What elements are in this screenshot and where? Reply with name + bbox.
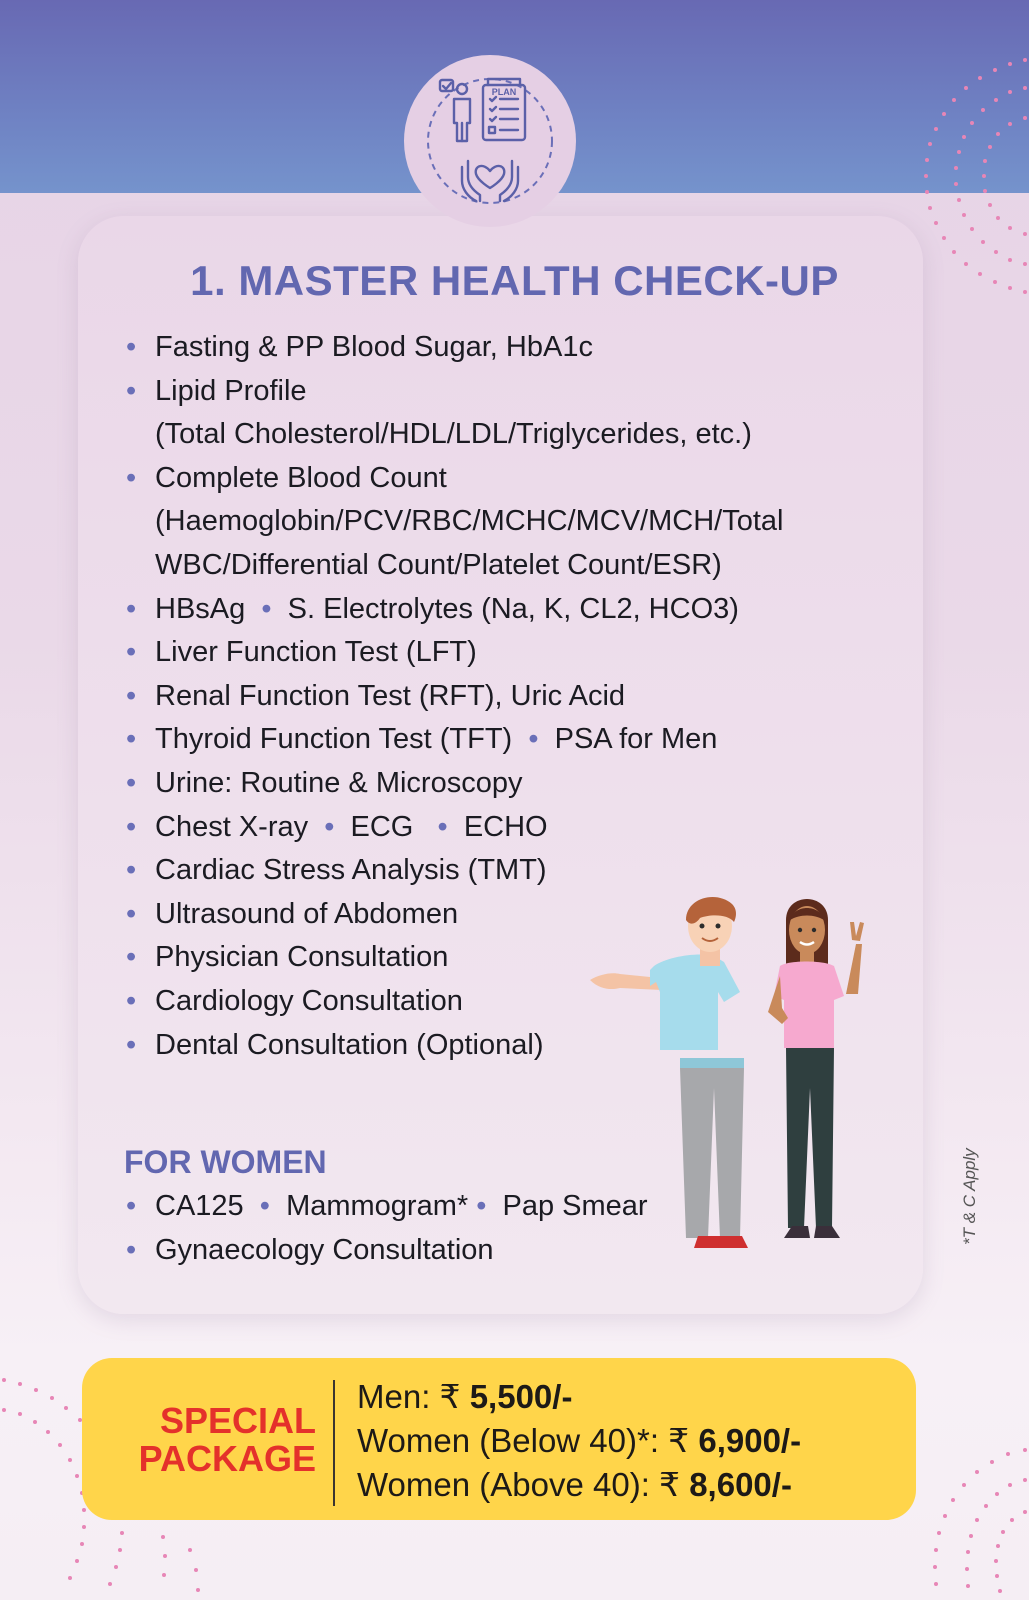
list-item-text: Fasting & PP Blood Sugar, HbA1c [155,331,593,363]
bullet: • [324,810,335,843]
price-label: Men: ₹ [357,1378,470,1415]
bullet: • [126,854,137,887]
man-figure [590,897,748,1248]
health-plan-icon [404,55,576,227]
bullet: • [126,984,137,1017]
special-label-line: SPECIAL [159,1400,316,1441]
list-item-text: Pap Smear [502,1190,648,1222]
list-item-text: S. Electrolytes (Na, K, CL2, HCO3) [287,592,739,625]
page-title: 1. MASTER HEALTH CHECK-UP [190,257,839,304]
list-item-text: Mammogram* [286,1190,469,1222]
bullet: • [126,374,137,407]
list-item-text: Dental Consultation (Optional) [155,1028,544,1061]
bullet: • [126,592,137,625]
price-amount: 5,500/- [469,1378,573,1415]
bullet: • [126,766,137,799]
price-item [357,1375,801,1419]
list-item [126,718,783,762]
list-item-text: Cardiology Consultation [155,984,463,1017]
list-item-text: Complete Blood Count [155,461,447,494]
plan-icon-text: PLAN [491,87,517,97]
woman-figure [768,899,864,1238]
list-item-text: Physician Consultation [155,941,449,974]
list-item-detail: WBC/Differential Count/Platelet Count/ESR) [155,548,722,581]
special-package-label [138,1402,316,1478]
list-item-text: ECG [350,810,414,843]
bullet: • [126,1190,137,1222]
list-item-text: Urine: Routine & Microscopy [155,766,523,799]
list-item-text: Ultrasound of Abdomen [155,897,459,930]
bullet: • [126,636,137,669]
bullet: • [126,1028,137,1061]
women-heading: FOR WOMEN [124,1144,327,1180]
list-item-text: Liver Function Test (LFT) [155,636,477,669]
bullet: • [126,897,137,930]
bullet: • [126,679,137,712]
list-item-text: HBsAg [155,592,246,625]
price-label: Women (Below 40)*: ₹ [357,1422,699,1459]
list-item [126,806,783,850]
list-item [126,1185,648,1229]
list-item-detail: (Total Cholesterol/HDL/LDL/Triglycerides, etc.) [155,418,752,451]
bullet: • [259,1190,270,1222]
list-item [126,675,783,719]
icon-badge [404,55,576,227]
list-item [126,631,783,675]
list-item-text: Cardiac Stress Analysis (TMT) [155,854,547,887]
list-item-text: Chest X-ray [155,810,309,843]
list-item-text: Lipid Profile [155,374,307,407]
bullet: • [126,331,137,363]
price-divider [333,1380,335,1506]
bullet: • [476,1190,487,1222]
list-item-text: Thyroid Function Test (TFT) [155,723,513,756]
terms-note: *T & C Apply [960,1148,979,1245]
price-label: Women (Above 40): ₹ [357,1466,690,1503]
bullet: • [437,810,448,843]
bullet: • [528,723,539,756]
women-tests-list [126,1185,648,1272]
package-label-line: PACKAGE [138,1438,316,1479]
list-item [126,326,783,370]
bullet: • [126,461,137,494]
price-amount: 8,600/- [689,1466,792,1503]
list-item [126,1229,648,1273]
list-item [126,849,783,893]
list-item [126,588,783,632]
list-item [126,370,783,457]
price-amount: 6,900/- [698,1422,802,1459]
list-item-text: Gynaecology Consultation [155,1233,494,1266]
price-list [357,1375,801,1507]
list-item-text: Renal Function Test (RFT), Uric Acid [155,679,626,712]
bullet: • [126,1233,137,1266]
man-and-woman-illustration [590,890,890,1290]
bullet: • [126,723,137,756]
bullet: • [261,592,272,625]
list-item-detail: (Haemoglobin/PCV/RBC/MCHC/MCV/MCH/Total [155,505,784,538]
list-item [126,457,783,588]
list-item-text: PSA for Men [554,723,718,756]
list-item [126,762,783,806]
bullet: • [126,941,137,974]
list-item-text: CA125 [155,1190,244,1222]
bullet: • [126,810,137,843]
price-item [357,1419,801,1463]
list-item-text: ECHO [463,810,548,843]
price-item [357,1463,801,1507]
